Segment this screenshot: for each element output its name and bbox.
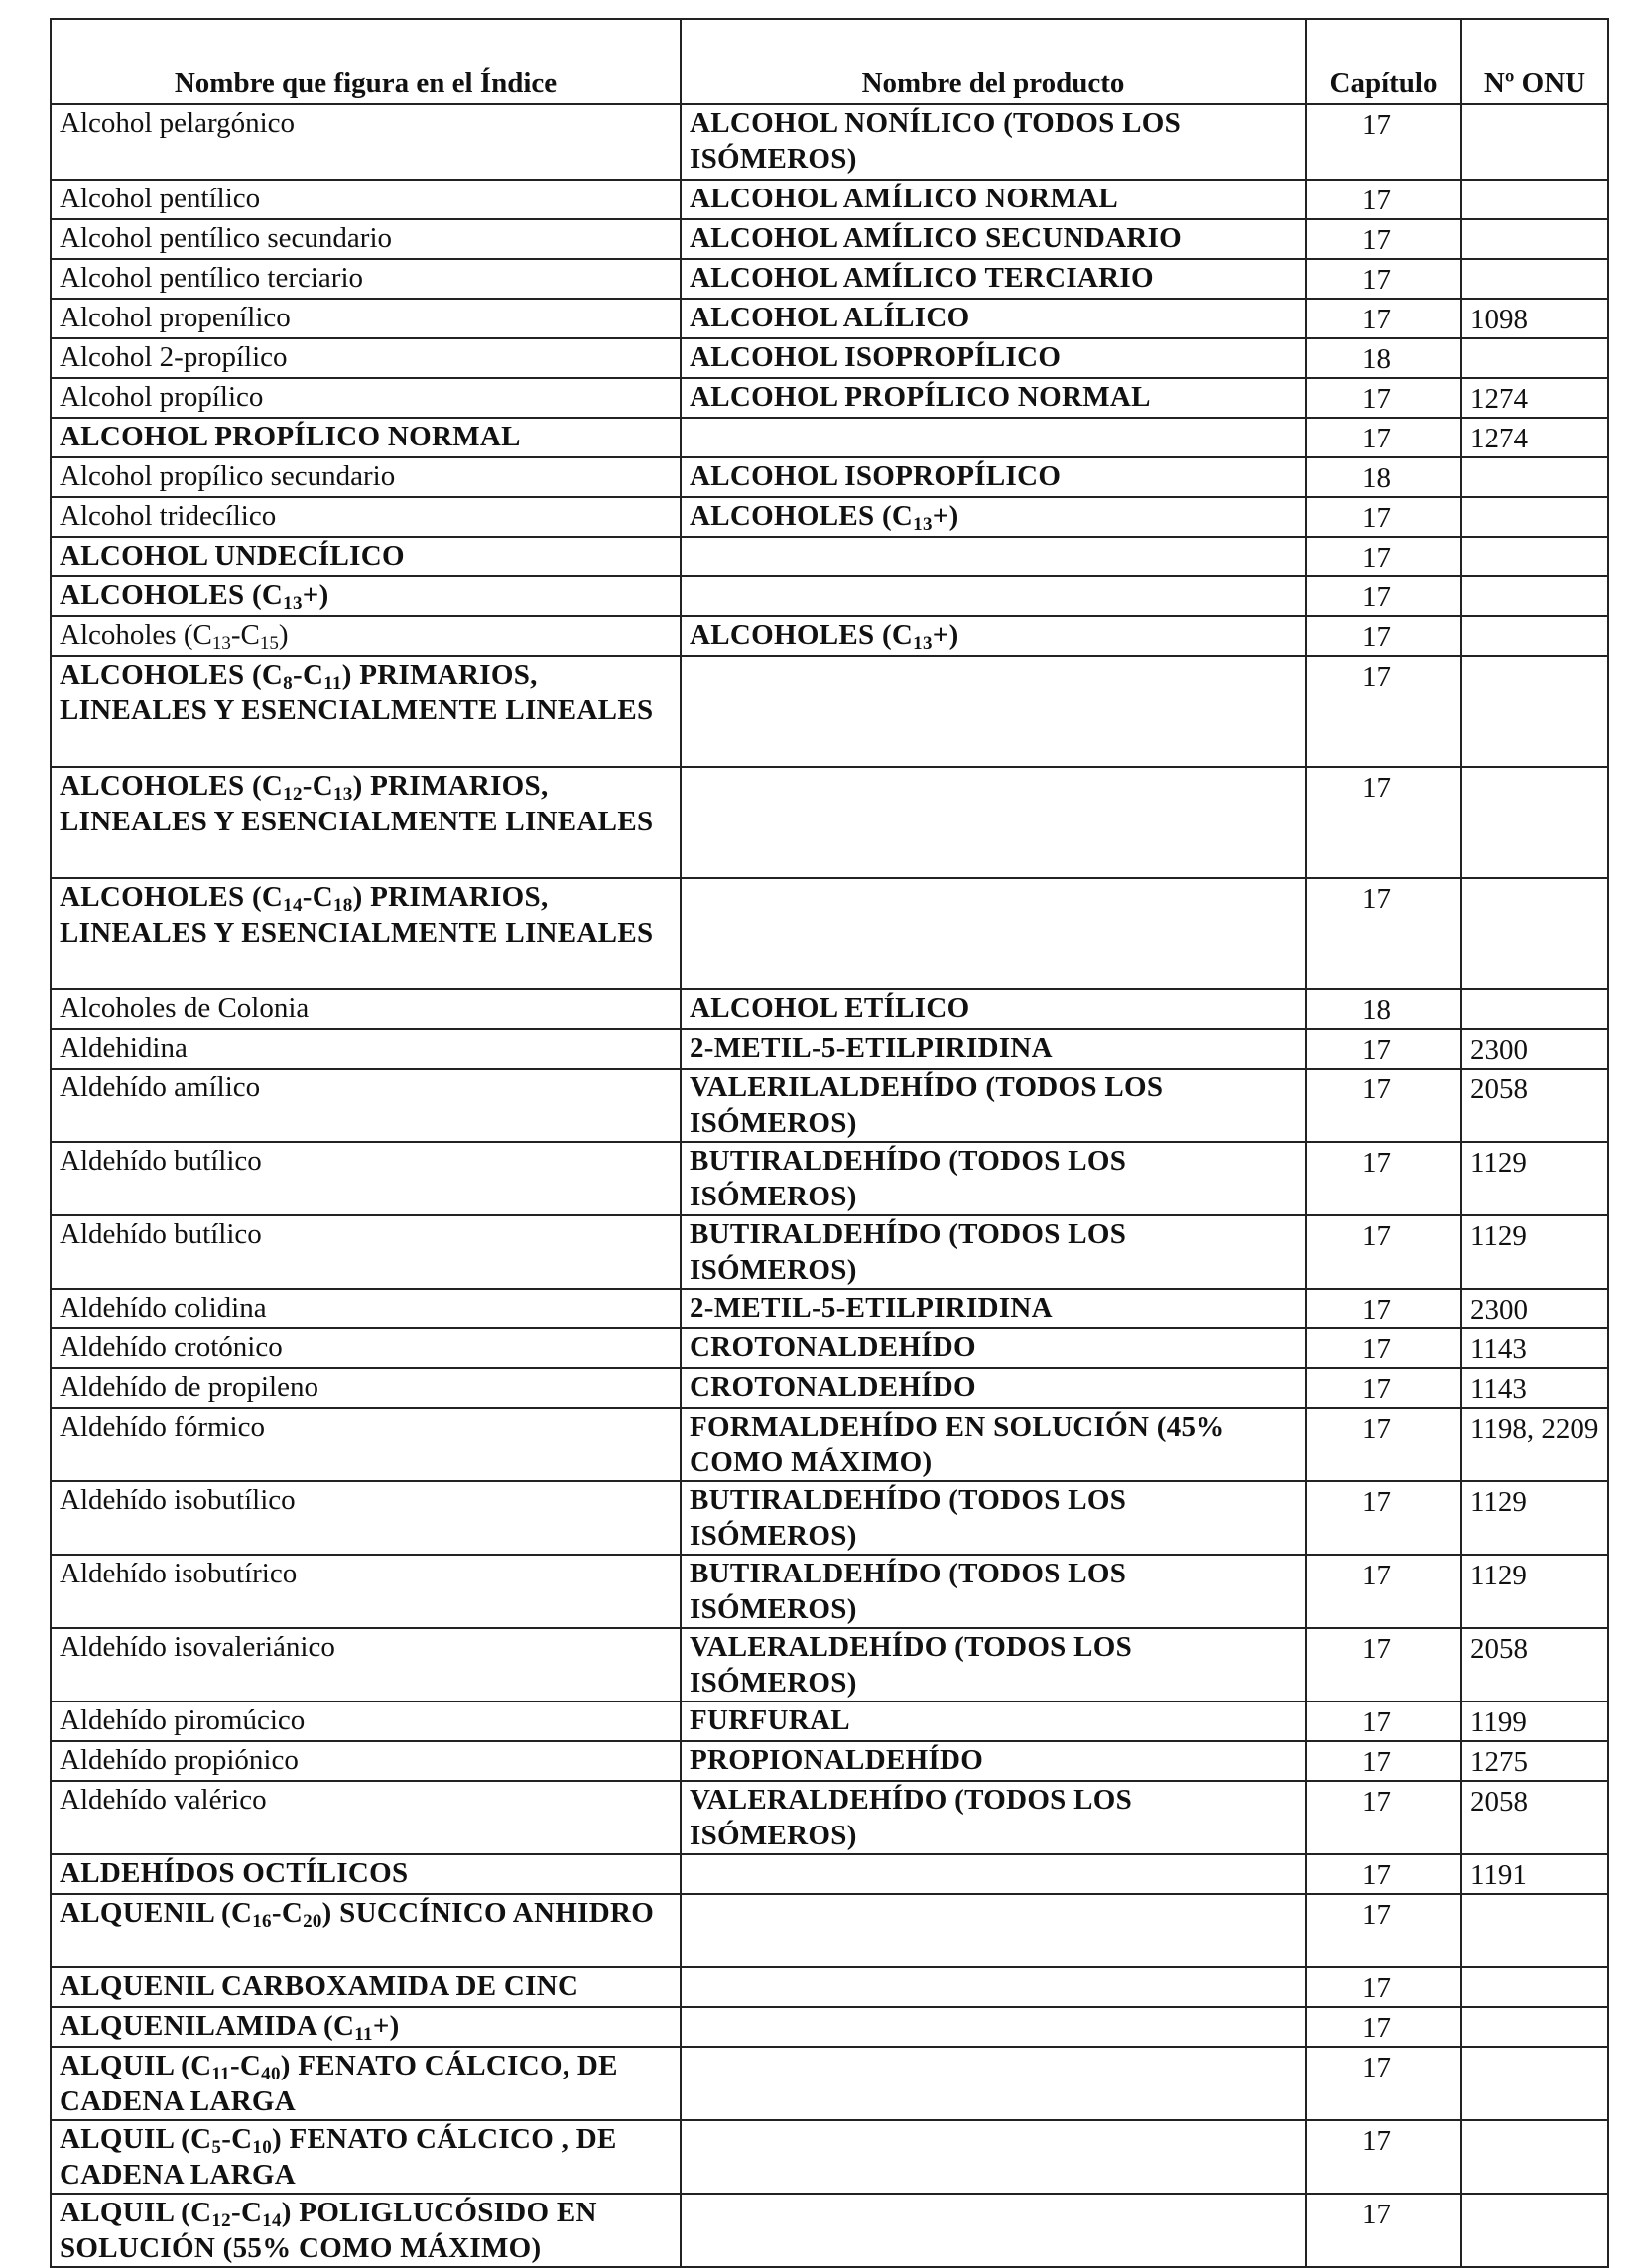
un-number-cell: 2058 — [1461, 1781, 1608, 1854]
table-row — [51, 219, 1608, 259]
un-number-cell: 2300 — [1461, 1029, 1608, 1069]
un-number-cell — [1461, 616, 1608, 656]
un-number-cell — [1461, 2120, 1608, 2194]
table-row — [51, 1555, 1608, 1628]
index-name-cell: ALCOHOL PROPÍLICO NORMAL — [51, 418, 681, 457]
un-number-cell — [1461, 989, 1608, 1029]
chapter-cell: 17 — [1306, 1481, 1461, 1555]
table-row — [51, 1029, 1608, 1069]
un-number-cell — [1461, 767, 1608, 878]
table-row — [51, 1701, 1608, 1741]
product-name-cell: BUTIRALDEHÍDO (TODOS LOS ISÓMEROS) — [681, 1555, 1306, 1628]
header-chapter: Capítulo — [1306, 19, 1461, 104]
table-row — [51, 1967, 1608, 2007]
un-number-cell: 2058 — [1461, 1069, 1608, 1142]
un-number-cell — [1461, 2007, 1608, 2047]
chapter-cell: 17 — [1306, 2007, 1461, 2047]
product-name-cell: CROTONALDEHÍDO — [681, 1328, 1306, 1368]
index-name-cell: Alcohol 2-propílico — [51, 338, 681, 378]
chapter-cell: 17 — [1306, 219, 1461, 259]
index-name-cell: ALQUENIL $(C_{16}-C_{20})$ SUCCÍNICO ANHIDRO — [51, 1894, 681, 1967]
table-row — [51, 338, 1608, 378]
un-number-cell: 1129 — [1461, 1481, 1608, 1555]
product-name-cell: ALCOHOL NONÍLICO (TODOS LOS ISÓMEROS) — [681, 104, 1306, 180]
un-number-cell — [1461, 576, 1608, 616]
index-name-cell: ALQUIL $(C_{12}-C_{14})$ POLIGLUCÓSIDO EN SOLUCIÓN (55% COMO MÁXIMO) — [51, 2194, 681, 2267]
index-name-cell: Alcohol propílico — [51, 378, 681, 418]
un-number-cell — [1461, 1967, 1608, 2007]
chapter-cell: 17 — [1306, 497, 1461, 537]
chapter-cell: 17 — [1306, 2047, 1461, 2120]
index-name-cell: Alcoholes de Colonia — [51, 989, 681, 1029]
chapter-cell: 17 — [1306, 1701, 1461, 1741]
chapter-cell: 17 — [1306, 1741, 1461, 1781]
index-name-cell: Aldehído butílico — [51, 1215, 681, 1289]
index-name-cell: Alcoholes $(C_{13}-C_{15})$ — [51, 616, 681, 656]
table-row — [51, 1894, 1608, 1967]
product-name-cell: FURFURAL — [681, 1701, 1306, 1741]
chapter-cell: 17 — [1306, 1628, 1461, 1701]
table-row — [51, 989, 1608, 1029]
index-name-cell: Alcohol propenílico — [51, 299, 681, 338]
index-name-cell: ALQUIL $(C_5-C_{10})$ FENATO CÁLCICO , DE CADENA LARGA — [51, 2120, 681, 2194]
index-name-cell: Alcohol pentílico terciario — [51, 259, 681, 299]
table-body — [51, 104, 1608, 2267]
index-name-cell: Aldehído crotónico — [51, 1328, 681, 1368]
un-number-cell — [1461, 2194, 1608, 2267]
chapter-cell: 17 — [1306, 1854, 1461, 1894]
chapter-cell: 17 — [1306, 1069, 1461, 1142]
table-row — [51, 1289, 1608, 1328]
index-name-cell: Alcohol pentílico — [51, 180, 681, 219]
chapter-cell: 17 — [1306, 576, 1461, 616]
table-row — [51, 1328, 1608, 1368]
chapter-cell: 17 — [1306, 1408, 1461, 1481]
un-number-cell: 1275 — [1461, 1741, 1608, 1781]
un-number-cell: 1129 — [1461, 1215, 1608, 1289]
index-name-cell: Aldehído butílico — [51, 1142, 681, 1215]
product-name-cell — [681, 2047, 1306, 2120]
index-name-cell: Aldehído colidina — [51, 1289, 681, 1328]
index-name-cell: Aldehído propiónico — [51, 1741, 681, 1781]
product-name-cell: ALCOHOL ETÍLICO — [681, 989, 1306, 1029]
table-row — [51, 537, 1608, 576]
un-number-cell: 1129 — [1461, 1142, 1608, 1215]
table-row — [51, 2194, 1608, 2267]
index-name-cell: ALCOHOL UNDECÍLICO — [51, 537, 681, 576]
table-row — [51, 1741, 1608, 1781]
product-name-cell: FORMALDEHÍDO EN SOLUCIÓN (45% COMO MÁXIMO) — [681, 1408, 1306, 1481]
chapter-cell: 17 — [1306, 180, 1461, 219]
product-name-cell — [681, 537, 1306, 576]
chapter-cell: 17 — [1306, 1967, 1461, 2007]
un-number-cell: 1129 — [1461, 1555, 1608, 1628]
index-name-cell: Aldehído valérico — [51, 1781, 681, 1854]
table-row — [51, 378, 1608, 418]
un-number-cell: 1198, 2209 — [1461, 1408, 1608, 1481]
header-product-name: Nombre del producto — [681, 19, 1306, 104]
un-number-cell — [1461, 537, 1608, 576]
product-name-cell — [681, 2007, 1306, 2047]
un-number-cell — [1461, 878, 1608, 989]
un-number-cell — [1461, 497, 1608, 537]
chapter-cell: 17 — [1306, 878, 1461, 989]
chapter-cell: 17 — [1306, 537, 1461, 576]
product-name-cell: BUTIRALDEHÍDO (TODOS LOS ISÓMEROS) — [681, 1481, 1306, 1555]
un-number-cell: 1274 — [1461, 378, 1608, 418]
chapter-cell: 17 — [1306, 418, 1461, 457]
header-un-number: Nº ONU — [1461, 19, 1608, 104]
index-name-cell: Aldehído de propileno — [51, 1368, 681, 1408]
un-number-cell: 1191 — [1461, 1854, 1608, 1894]
index-name-cell: ALCOHOLES $(C_{14}-C_{18})$ PRIMARIOS, LINEALES Y ESENCIALMENTE LINEALES — [51, 878, 681, 989]
chapter-cell: 17 — [1306, 1781, 1461, 1854]
index-name-cell: Alcohol pentílico secundario — [51, 219, 681, 259]
product-name-cell: ALCOHOL AMÍLICO NORMAL — [681, 180, 1306, 219]
chapter-cell: 18 — [1306, 989, 1461, 1029]
table-row — [51, 418, 1608, 457]
table-row — [51, 576, 1608, 616]
table-row — [51, 1142, 1608, 1215]
chapter-cell: 17 — [1306, 2120, 1461, 2194]
table-row — [51, 2007, 1608, 2047]
index-name-cell: Alcohol propílico secundario — [51, 457, 681, 497]
product-name-cell: VALERILALDEHÍDO (TODOS LOS ISÓMEROS) — [681, 1069, 1306, 1142]
un-number-cell — [1461, 338, 1608, 378]
index-name-cell: Aldehidina — [51, 1029, 681, 1069]
table-row — [51, 497, 1608, 537]
chapter-cell: 18 — [1306, 457, 1461, 497]
un-number-cell — [1461, 259, 1608, 299]
un-number-cell — [1461, 104, 1608, 180]
un-number-cell: 1274 — [1461, 418, 1608, 457]
un-number-cell: 1199 — [1461, 1701, 1608, 1741]
table-row — [51, 1069, 1608, 1142]
index-name-cell: ALDEHÍDOS OCTÍLICOS — [51, 1854, 681, 1894]
table-row — [51, 2120, 1608, 2194]
un-number-cell — [1461, 656, 1608, 767]
table-row — [51, 299, 1608, 338]
index-name-cell: Aldehído amílico — [51, 1069, 681, 1142]
table-row — [51, 259, 1608, 299]
index-name-cell: ALCOHOLES $(C_{12}-C_{13})$ PRIMARIOS, LINEALES Y ESENCIALMENTE LINEALES — [51, 767, 681, 878]
chapter-cell: 17 — [1306, 1289, 1461, 1328]
chapter-cell: 17 — [1306, 104, 1461, 180]
product-name-cell: VALERALDEHÍDO (TODOS LOS ISÓMEROS) — [681, 1628, 1306, 1701]
product-name-cell: ALCOHOLES $(C_{13}+)$ — [681, 616, 1306, 656]
table-row — [51, 878, 1608, 989]
un-number-cell — [1461, 1894, 1608, 1967]
table-row — [51, 180, 1608, 219]
chapter-cell: 18 — [1306, 338, 1461, 378]
product-name-cell — [681, 1894, 1306, 1967]
index-name-cell: Aldehído fórmico — [51, 1408, 681, 1481]
un-number-cell — [1461, 180, 1608, 219]
chapter-cell: 17 — [1306, 767, 1461, 878]
index-name-cell: Aldehído piromúcico — [51, 1701, 681, 1741]
index-name-cell: ALQUENIL CARBOXAMIDA DE CINC — [51, 1967, 681, 2007]
table-row — [51, 2047, 1608, 2120]
table-row — [51, 1481, 1608, 1555]
product-name-cell — [681, 2120, 1306, 2194]
index-name-cell: ALQUENILAMIDA $(C_{11}+)$ — [51, 2007, 681, 2047]
product-name-cell — [681, 1967, 1306, 2007]
chapter-cell: 17 — [1306, 1029, 1461, 1069]
table-row — [51, 616, 1608, 656]
product-name-cell — [681, 576, 1306, 616]
index-name-cell: Aldehído isobutílico — [51, 1481, 681, 1555]
un-number-cell: 1143 — [1461, 1368, 1608, 1408]
product-name-cell: CROTONALDEHÍDO — [681, 1368, 1306, 1408]
chapter-cell: 17 — [1306, 1555, 1461, 1628]
table-row — [51, 1368, 1608, 1408]
product-name-cell: ALCOHOL ISOPROPÍLICO — [681, 338, 1306, 378]
un-number-cell: 2058 — [1461, 1628, 1608, 1701]
product-name-cell — [681, 418, 1306, 457]
product-name-cell — [681, 1854, 1306, 1894]
index-name-cell: ALQUIL $(C_{11}-C_{40})$ FENATO CÁLCICO, DE CADENA LARGA — [51, 2047, 681, 2120]
index-name-cell: ALCOHOLES $(C_{13}+)$ — [51, 576, 681, 616]
product-name-cell: 2-METIL-5-ETILPIRIDINA — [681, 1289, 1306, 1328]
chapter-cell: 17 — [1306, 616, 1461, 656]
header-index-name: Nombre que figura en el Índice — [51, 19, 681, 104]
chapter-cell: 17 — [1306, 1142, 1461, 1215]
un-number-cell — [1461, 219, 1608, 259]
chapter-cell: 17 — [1306, 1215, 1461, 1289]
product-name-cell — [681, 878, 1306, 989]
table-row — [51, 1408, 1608, 1481]
table-row — [51, 1854, 1608, 1894]
table-row — [51, 104, 1608, 180]
table-row — [51, 457, 1608, 497]
table-row — [51, 1215, 1608, 1289]
index-name-cell: Alcohol pelargónico — [51, 104, 681, 180]
product-name-cell: ALCOHOL ISOPROPÍLICO — [681, 457, 1306, 497]
product-name-cell: BUTIRALDEHÍDO (TODOS LOS ISÓMEROS) — [681, 1142, 1306, 1215]
product-name-cell: ALCOHOL AMÍLICO SECUNDARIO — [681, 219, 1306, 259]
index-name-cell: ALCOHOLES $(C_8-C_{11})$ PRIMARIOS, LINEALES Y ESENCIALMENTE LINEALES — [51, 656, 681, 767]
product-name-cell: ALCOHOL ALÍLICO — [681, 299, 1306, 338]
product-name-cell — [681, 656, 1306, 767]
product-name-cell: ALCOHOL PROPÍLICO NORMAL — [681, 378, 1306, 418]
chapter-cell: 17 — [1306, 1368, 1461, 1408]
product-name-cell: ALCOHOL AMÍLICO TERCIARIO — [681, 259, 1306, 299]
chapter-cell: 17 — [1306, 378, 1461, 418]
index-name-cell: Aldehído isobutírico — [51, 1555, 681, 1628]
product-name-cell: PROPIONALDEHÍDO — [681, 1741, 1306, 1781]
product-name-cell — [681, 2194, 1306, 2267]
chapter-cell: 17 — [1306, 299, 1461, 338]
product-name-cell: ALCOHOLES $(C_{13}+)$ — [681, 497, 1306, 537]
un-number-cell — [1461, 2047, 1608, 2120]
index-name-cell: Aldehído isovaleriánico — [51, 1628, 681, 1701]
product-name-cell: VALERALDEHÍDO (TODOS LOS ISÓMEROS) — [681, 1781, 1306, 1854]
product-name-cell — [681, 767, 1306, 878]
product-index-table — [50, 18, 1609, 2268]
product-name-cell: 2-METIL-5-ETILPIRIDINA — [681, 1029, 1306, 1069]
chapter-cell: 17 — [1306, 1894, 1461, 1967]
index-name-cell: Alcohol tridecílico — [51, 497, 681, 537]
un-number-cell: 1143 — [1461, 1328, 1608, 1368]
chapter-cell: 17 — [1306, 1328, 1461, 1368]
un-number-cell — [1461, 457, 1608, 497]
chapter-cell: 17 — [1306, 656, 1461, 767]
table-row — [51, 1628, 1608, 1701]
un-number-cell: 1098 — [1461, 299, 1608, 338]
chapter-cell: 17 — [1306, 2194, 1461, 2267]
un-number-cell: 2300 — [1461, 1289, 1608, 1328]
table-row — [51, 767, 1608, 878]
chapter-cell: 17 — [1306, 259, 1461, 299]
table-header-row — [51, 19, 1608, 104]
product-name-cell: BUTIRALDEHÍDO (TODOS LOS ISÓMEROS) — [681, 1215, 1306, 1289]
table-row — [51, 1781, 1608, 1854]
table-row — [51, 656, 1608, 767]
